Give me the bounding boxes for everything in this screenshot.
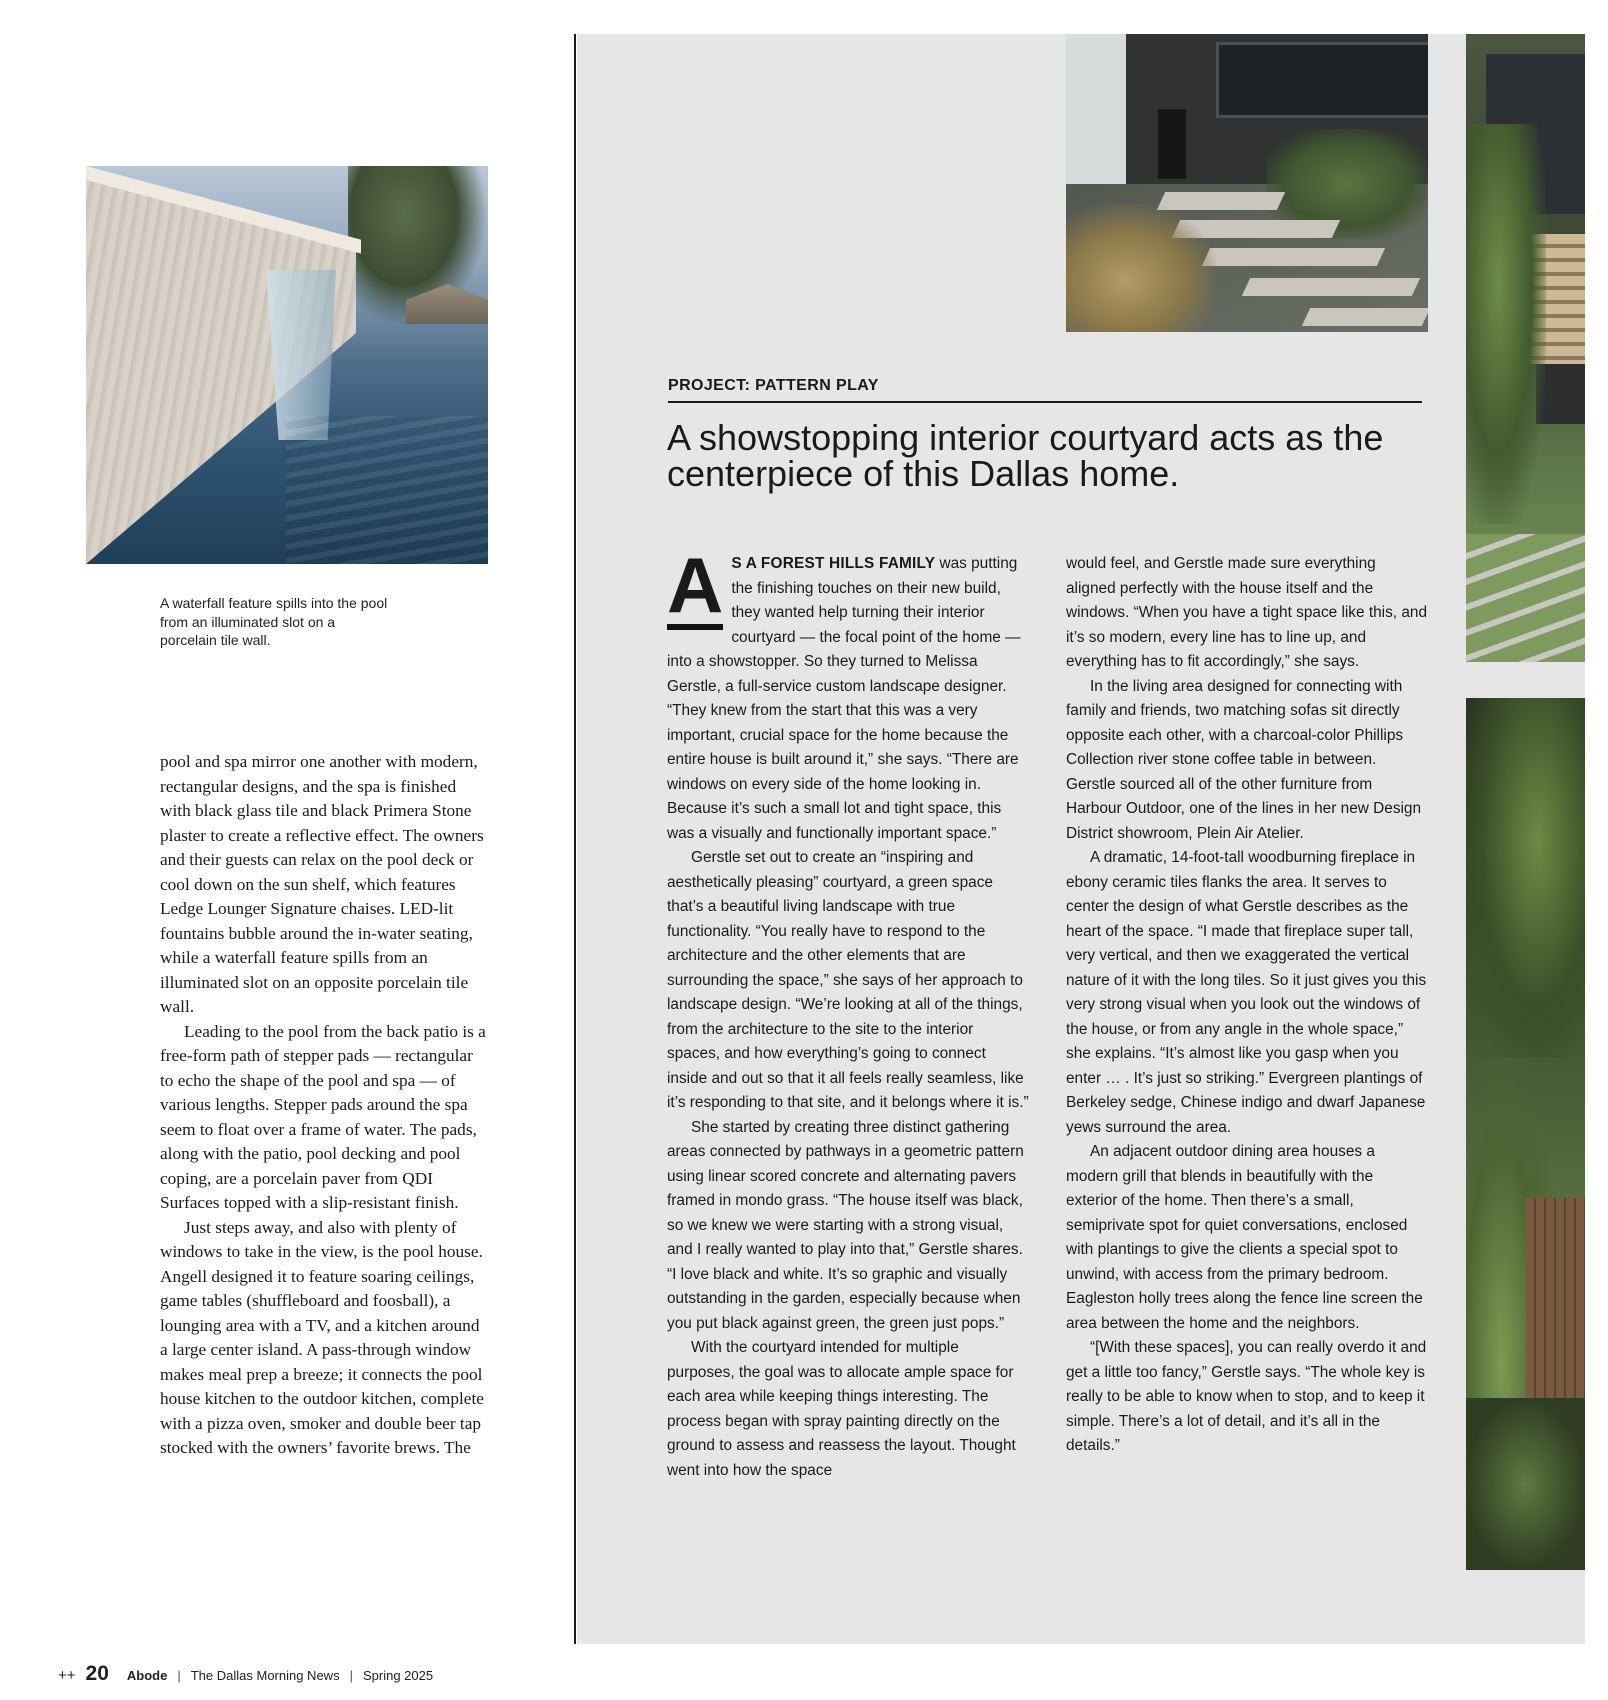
article-paragraph: She started by creating three distinct gathering areas connected by pathways in a geometric pattern using linear scored concrete and alternating pavers framed in mondo grass. “The house itself was black, so we knew we were starting with a strong visual, and I really wanted to play into that,” Gerstle shares. “I love black and white. It’s so graphic and visually outstanding in the garden, especially because when you put black against green, the green just pops.”	[667, 1118, 1024, 1332]
article-paragraph: would feel, and Gerstle made sure everything aligned perfectly with the house itself and the windows. “When you have a tight space like this, and it’s so modern, every line has to line up, and everything has to fit accordingly,” she says.	[1066, 555, 1428, 670]
page-number: 20	[85, 1662, 109, 1685]
section-kicker: PROJECT: PATTERN PLAY	[668, 377, 879, 394]
drop-cap: A	[667, 541, 724, 629]
section-brand: Abode	[126, 1668, 168, 1683]
article-paragraph: “[With these spaces], you can really overdo it and get a little too fancy,” Gerstle says. “The whole key is really to be able to know when to stop, and to keep it simple. There’s a lot of detail, and it’s all in the details.”	[1066, 1339, 1427, 1454]
courtyard-seating-photo	[1466, 34, 1585, 662]
left-paragraph: Leading to the pool from the back patio is a free-form path of stepper pads — rectangular to echo the shape of the pool and spa — of various lengths. Stepper pads around the spa seem to float over a frame of water. The pads, along with the patio, pool decking and pool coping, are a porcelain paver from QDI Surfaces topped with a slip-resistant finish.	[160, 1021, 486, 1212]
article-column-1	[667, 541, 1029, 1483]
footer-plus: ++	[58, 1667, 76, 1684]
kicker-rule	[668, 401, 1422, 403]
article-paragraph: An adjacent outdoor dining area houses a modern grill that blends in beautifully with the exterior of the home. Then there’s a small, semiprivate spot for quiet conversations, enclosed with plantings to give the clients a special spot to unwind, with access from the primary bedroom. Eagleston holly trees along the fence line screen the area between the home and the neighbors.	[1066, 1143, 1423, 1332]
article-paragraph: A dramatic, 14-foot-tall woodburning fireplace in ebony ceramic tiles flanks the area. It serves to center the design of what Gerstle describes as the heart of the space. “I made that fireplace super tall, very vertical, and then we exaggerated the vertical nature of it with the long tiles. So it just gives you this very strong visual when you look out the windows of the house, or from any angle in the whole space,” she explains. “It’s almost like you gasp when you enter … . It’s just so striking.” Evergreen plantings of Berkeley sedge, Chinese indigo and dwarf Japanese yews surround the area.	[1066, 849, 1427, 1136]
photo-caption: A waterfall feature spills into the pool from an illuminated slot on a porcelain tile wall.	[160, 595, 388, 648]
article-paragraph	[667, 541, 1029, 846]
left-paragraph: Just steps away, and also with plenty of windows to take in the view, is the pool house. Angell designed it to feature soaring ceilings, game tables (shuffleboard and foosball), a lounging area with a TV, and a kitchen around a large center island. A pass-through window makes meal prep a breeze; it connects the pool house kitchen to the outdoor kitchen, complete with a pizza oven, smoker and double beer tap stocked with the owners’ favorite brews. The	[160, 1217, 484, 1457]
lead-in: S A FOREST HILLS FAMILY	[731, 555, 936, 572]
footer-separator: |	[349, 1668, 353, 1683]
article-paragraph: In the living area designed for connecting with family and friends, two matching sofas sit directly opposite each other, with a charcoal-color Phillips Collection river stone coffee table in between. Gerstle sourced all of the other furniture from Harbour Outdoor, one of the lines in her new Design District showroom, Plein Air Atelier.	[1066, 677, 1422, 842]
left-paragraph: pool and spa mirror one another with modern, rectangular designs, and the spa is finished with black glass tile and black Primera Stone plaster to create a reflective effect. The owners and their guests can relax on the pool deck or cool down on the sun shelf, which features Ledge Lounger Signature chaises. LED-lit fountains bubble around the in-water seating, while a waterfall feature spills from an illuminated slot on an opposite porcelain tile wall.	[160, 752, 484, 1016]
publication-name: The Dallas Morning News	[190, 1668, 340, 1683]
stepper-pads-photo	[1066, 34, 1428, 332]
footer-separator: |	[177, 1668, 181, 1683]
lead-paragraph-text: was putting the finishing touches on their new build, they wanted help turning their interior courtyard — the focal point of the home — into a showstopper. So they turned to Melissa Gerstle, a full-service custom landscape designer. “They knew from the start that this was a very important, crucial space for the home because the entire house is built around it,” she says. “There are windows on every side of the home looking in. Because it’s such a small lot and tight space, this was a visually and functionally important space.”	[667, 555, 1021, 842]
page-footer	[58, 1662, 433, 1688]
article-column-2	[1066, 552, 1428, 1459]
article-headline: A showstopping interior courtyard acts as the centerpiece of this Dallas home.	[667, 417, 1384, 494]
article-paragraph: With the courtyard intended for multiple purposes, the goal was to allocate ample space for each area while keeping things interesting. The process began with spray painting directly on the ground to assess and reassess the layout. Thought went into how the space	[667, 1339, 1016, 1479]
column-divider	[574, 34, 576, 1644]
issue-season: Spring 2025	[362, 1668, 434, 1683]
fence-plantings-photo	[1466, 698, 1585, 1570]
left-body-column	[160, 750, 490, 1461]
article-paragraph: Gerstle set out to create an “inspiring and aesthetically pleasing” courtyard, a green space that’s a beautiful living landscape with true functionality. “You really have to respond to the architecture and the other elements that are surrounding the space,” she says of her approach to landscape design. “We’re looking at all of the things, from the architecture to the site to the interior spaces, and how everything’s going to connect inside and out so that it all feels really seamless, like it’s responding to that site, and it belongs where it is.”	[667, 849, 1029, 1111]
pool-waterfall-photo	[86, 166, 488, 564]
